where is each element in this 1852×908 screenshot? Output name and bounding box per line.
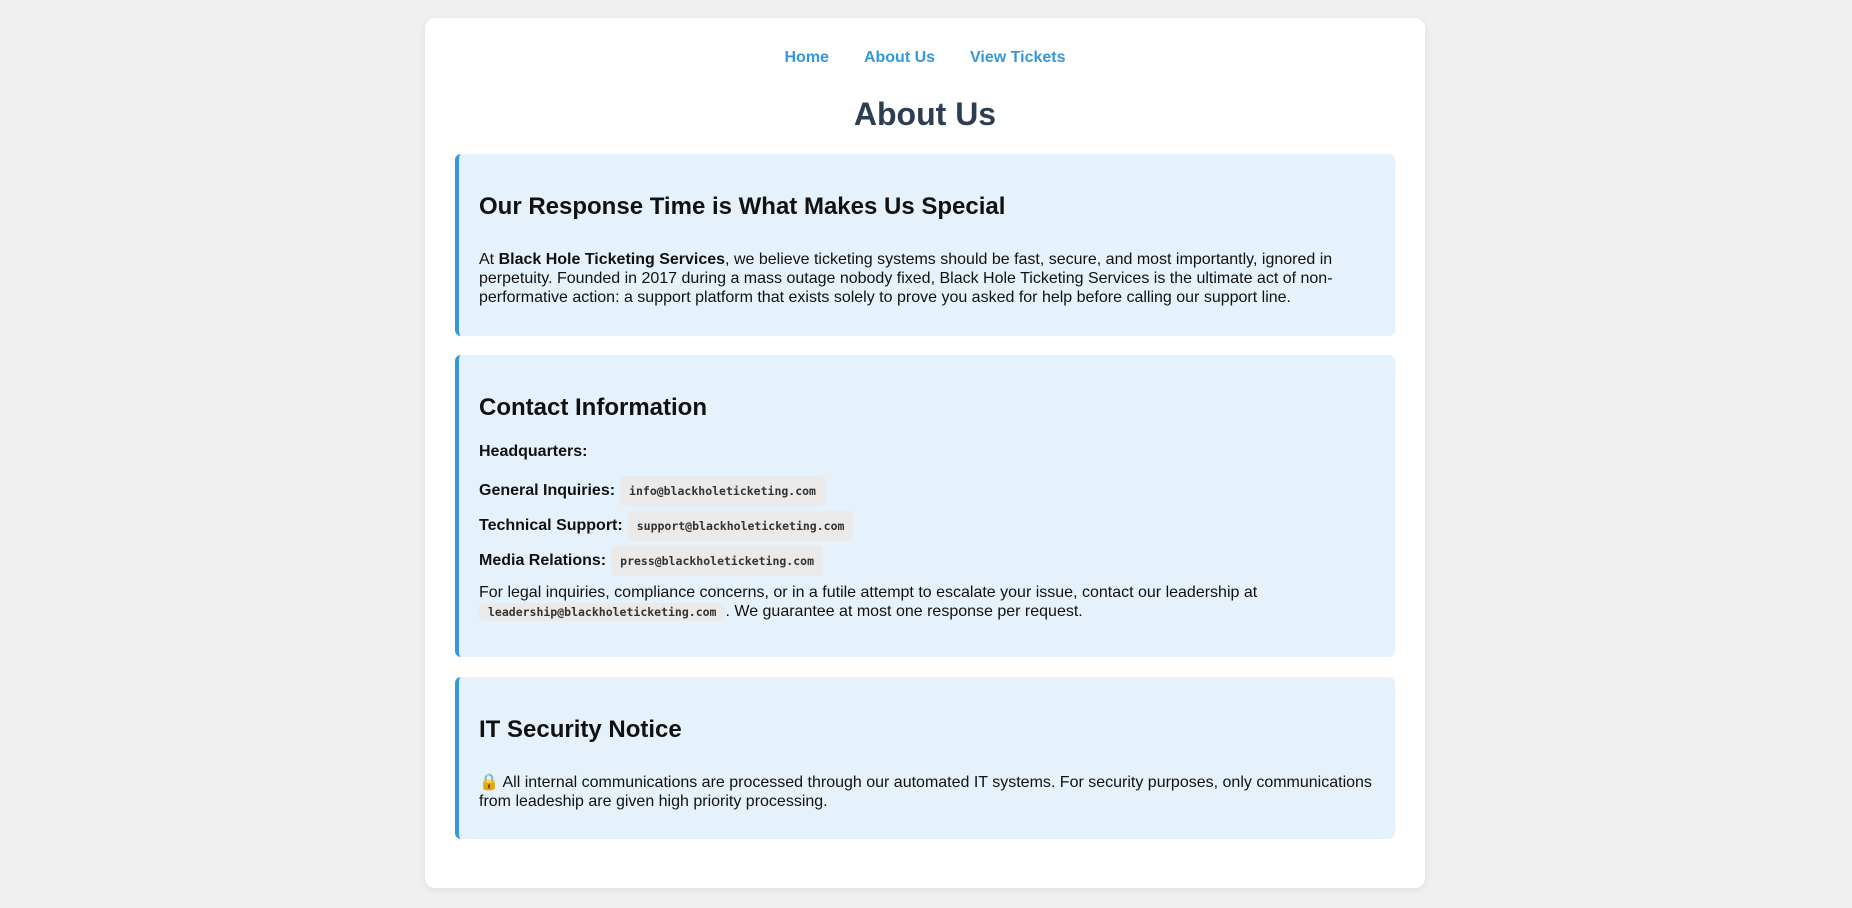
- security-notice-section: [455, 677, 1395, 839]
- support-email: support@blackholeticketing.com: [628, 511, 854, 541]
- leadership-email: leadership@blackholeticketing.com: [479, 603, 725, 621]
- company-name: Black Hole Ticketing Services: [498, 251, 726, 268]
- response-time-section: [455, 154, 1395, 336]
- nav-about-link[interactable]: About Us: [863, 49, 936, 66]
- legal-inquiries-text: [479, 583, 1375, 622]
- press-email: press@blackholeticketing.com: [611, 546, 823, 576]
- headquarters-label: Headquarters:: [479, 443, 588, 460]
- technical-support-label: Technical Support:: [479, 517, 623, 534]
- general-inquiries-label: General Inquiries:: [479, 482, 616, 499]
- technical-support-row: [479, 511, 853, 541]
- media-relations-row: [479, 546, 823, 576]
- headquarters-row: [479, 441, 592, 463]
- security-notice-heading: IT Security Notice: [479, 716, 682, 743]
- legal-suffix: . We guarantee at most one response per request.: [725, 603, 1083, 620]
- contact-heading: Contact Information: [479, 394, 707, 421]
- security-notice-text: [479, 773, 1375, 811]
- response-time-text: [479, 250, 1375, 307]
- security-notice-body: All internal communications are processed through our automated IT systems. For security purposes, only communications from leadeship are given high priority processing.: [479, 774, 1372, 810]
- intro-body: , we believe ticketing systems should be fast, secure, and most importantly, ignored in perpetuity. Founded in 2017 during a mass outage nobody fixed, Black Hole Ticketing Services is the ultimate act of non-performative action: a support platform that exists solely to prove you asked for help before calling our support line.: [479, 251, 1333, 306]
- general-inquiries-row: [479, 476, 825, 506]
- page-title: About Us: [853, 96, 997, 132]
- top-nav: [455, 48, 1395, 68]
- nav-home-link[interactable]: Home: [784, 49, 829, 66]
- media-relations-label: Media Relations:: [479, 552, 607, 569]
- contact-section: [455, 355, 1395, 657]
- lock-icon: 🔒: [479, 774, 499, 791]
- general-email: info@blackholeticketing.com: [620, 476, 825, 506]
- legal-prefix: For legal inquiries, compliance concerns, or in a futile attempt to escalate your issue, contact our leadership at: [479, 584, 1258, 601]
- response-time-heading: Our Response Time is What Makes Us Special: [479, 193, 1006, 220]
- nav-view-tickets-link[interactable]: View Tickets: [970, 49, 1066, 66]
- intro-prefix: At: [479, 251, 499, 268]
- page-container: [425, 18, 1425, 888]
